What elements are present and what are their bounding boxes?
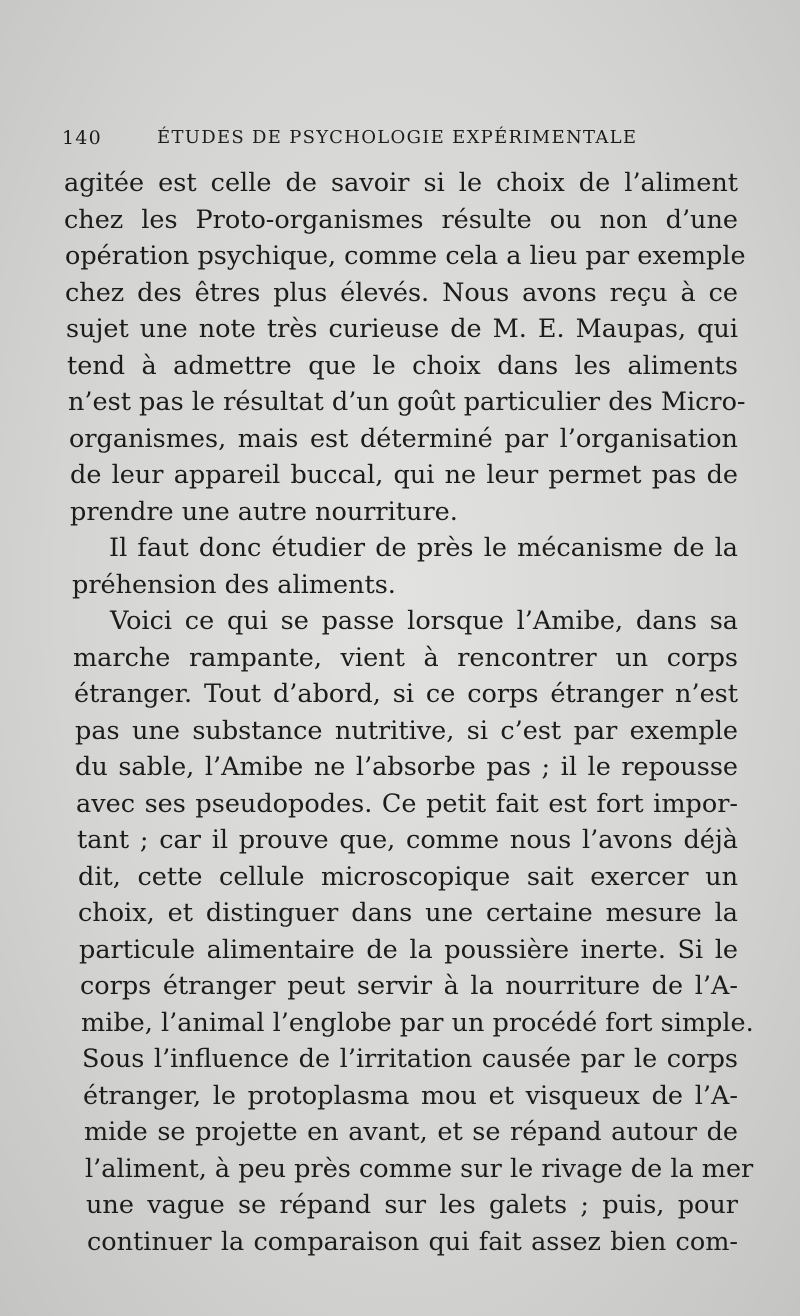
- text-line: prendre une autre nourriture.: [70, 496, 458, 527]
- text-line: Sous l’influence de l’irritation causée par le corps: [82, 1044, 738, 1074]
- text-line: mide se projette en avant, et se répand autour de: [84, 1117, 738, 1147]
- text-line: préhension des aliments.: [72, 569, 396, 600]
- paragraph-start-line: Voici ce qui se passe lorsque l’Amibe, dans sa: [110, 606, 738, 636]
- running-title: ÉTUDES DE PSYCHOLOGIE EXPÉRIMENTALE: [157, 127, 638, 148]
- text-line: chez les Proto-organismes résulte ou non d’une: [64, 204, 738, 235]
- paragraph-start-line: Il faut donc étudier de près le mécanisme de la: [109, 533, 738, 563]
- text-line: pas une substance nutritive, si c’est par exemple: [75, 715, 738, 746]
- text-line: dit, cette cellule microscopique sait exercer un: [78, 861, 738, 892]
- text-line: sujet une note très curieuse de M. E. Maupas, qui: [66, 314, 738, 344]
- text-line: du sable, l’Amibe ne l’absorbe pas ; il le repousse: [75, 752, 738, 782]
- text-line: marche rampante, vient à rencontrer un corps: [73, 642, 738, 673]
- text-line: étranger, le protoplasma mou et visqueux de l’A-: [83, 1080, 738, 1111]
- text-line: particule alimentaire de la poussière inerte. Si le: [79, 934, 738, 965]
- text-line: opération psychique, comme cela a lieu par exemple: [65, 241, 746, 271]
- text-line: l’aliment, à peu près comme sur le rivage de la mer: [85, 1153, 754, 1184]
- text-line: organismes, mais est déterminé par l’organisation: [69, 423, 738, 454]
- text-line: agitée est celle de savoir si le choix de l’aliment: [64, 168, 738, 198]
- text-line: corps étranger peut servir à la nourriture de l’A-: [80, 971, 738, 1001]
- running-head: [62, 124, 742, 154]
- text-line: avec ses pseudopodes. Ce petit fait est fort impor-: [76, 788, 738, 819]
- body-text: [62, 165, 754, 1260]
- text-line: continuer la comparaison qui fait assez bien com-: [87, 1226, 738, 1257]
- text-line: une vague se répand sur les galets ; puis, pour: [86, 1190, 738, 1220]
- text-line: choix, et distinguer dans une certaine mesure la: [78, 898, 738, 928]
- text-line: mibe, l’animal l’englobe par un procédé fort simple.: [81, 1007, 754, 1038]
- text-line: chez des êtres plus élevés. Nous avons reçu à ce: [65, 277, 738, 308]
- text-line: de leur appareil buccal, qui ne leur permet pas de: [70, 460, 738, 490]
- text-line: n’est pas le résultat d’un goût particulier des Micro-: [68, 387, 746, 417]
- text-line: étranger. Tout d’abord, si ce corps étranger n’est: [74, 679, 738, 709]
- text-line: tend à admettre que le choix dans les aliments: [67, 350, 738, 381]
- page-number: 140: [62, 127, 102, 149]
- text-line: tant ; car il prouve que, comme nous l’avons déjà: [77, 825, 738, 855]
